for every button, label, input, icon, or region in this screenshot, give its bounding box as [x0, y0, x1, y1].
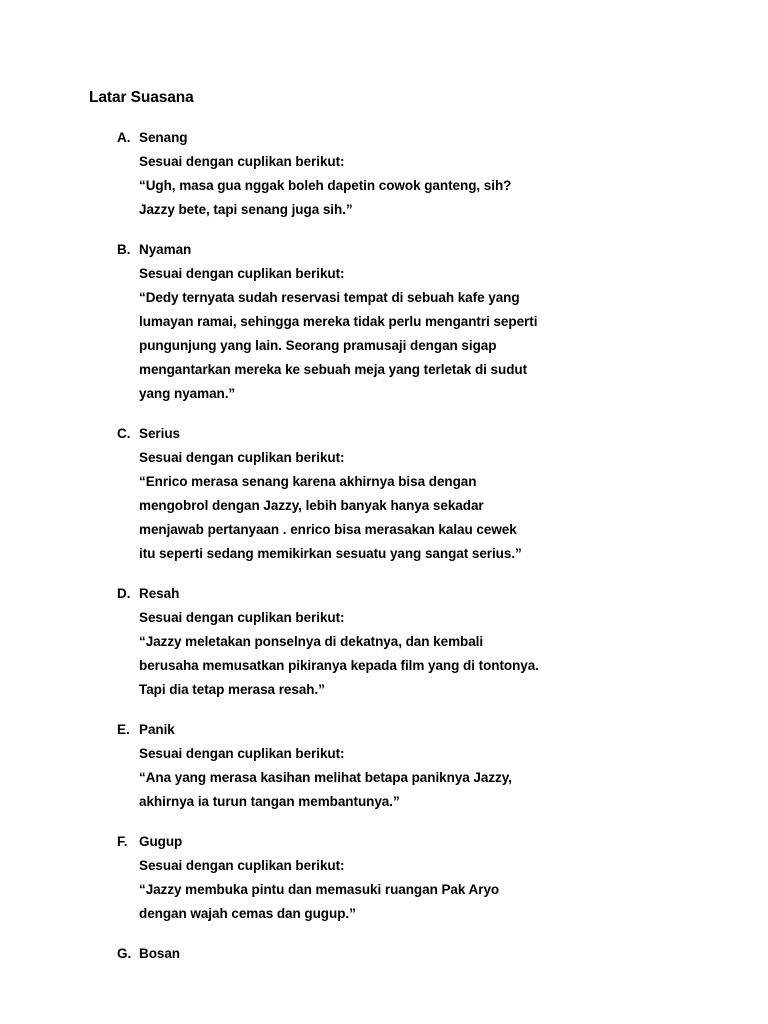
- section-quote: [139, 174, 677, 222]
- section-lead-in: Sesuai dengan cuplikan berikut:: [139, 154, 345, 169]
- quote-line: dengan wajah cemas dan gugup.”: [139, 906, 356, 921]
- section: [0, 126, 768, 222]
- section-label: Resah: [139, 586, 180, 601]
- section-quote: [139, 470, 677, 566]
- quote-line: mengantarkan mereka ke sebuah meja yang terletak di sudut: [139, 362, 528, 377]
- section-heading: [0, 422, 768, 446]
- quote-line: “Ugh, masa gua nggak boleh dapetin cowok ganteng, sih?: [139, 178, 512, 193]
- section-body: [0, 854, 768, 926]
- section: [0, 238, 768, 406]
- section-letter: A.: [117, 130, 131, 145]
- section-body: [0, 150, 768, 222]
- quote-line: Jazzy bete, tapi senang juga sih.”: [139, 202, 353, 217]
- section: [0, 830, 768, 926]
- quote-line: Tapi dia tetap merasa resah.”: [139, 682, 325, 697]
- section-body: [0, 742, 768, 814]
- section: [0, 582, 768, 702]
- section-lead-in: Sesuai dengan cuplikan berikut:: [139, 266, 345, 281]
- section-letter: G.: [117, 946, 132, 961]
- quote-line: menjawab pertanyaan . enrico bisa merasakan kalau cewek: [139, 522, 517, 537]
- section-body: [0, 446, 768, 566]
- section-label: Panik: [139, 722, 175, 737]
- section-label: Nyaman: [139, 242, 192, 257]
- section-quote: [139, 286, 677, 406]
- section-letter: C.: [117, 426, 131, 441]
- quote-line: “Ana yang merasa kasihan melihat betapa paniknya Jazzy,: [139, 770, 512, 785]
- quote-line: pungunjung yang lain. Seorang pramusaji dengan sigap: [139, 338, 497, 353]
- section-quote: [139, 630, 677, 702]
- section: [0, 718, 768, 814]
- section: [0, 422, 768, 566]
- quote-line: lumayan ramai, sehingga mereka tidak perlu mengantri seperti: [139, 314, 538, 329]
- quote-line: “Jazzy meletakan ponselnya di dekatnya, dan kembali: [139, 634, 484, 649]
- section-label: Serius: [139, 426, 180, 441]
- section-label: Senang: [139, 130, 188, 145]
- quote-line: “Jazzy membuka pintu dan memasuki ruangan Pak Aryo: [139, 882, 500, 897]
- section-label: Gugup: [139, 834, 183, 849]
- section-heading: [0, 942, 768, 966]
- section: [0, 942, 768, 966]
- section-body: [0, 262, 768, 406]
- section-lead-in: Sesuai dengan cuplikan berikut:: [139, 746, 345, 761]
- quote-line: mengobrol dengan Jazzy, lebih banyak hanya sekadar: [139, 498, 484, 513]
- quote-line: akhirnya ia turun tangan membantunya.”: [139, 794, 400, 809]
- section-heading: [0, 238, 768, 262]
- section-heading: [0, 582, 768, 606]
- quote-line: “Dedy ternyata sudah reservasi tempat di sebuah kafe yang: [139, 290, 520, 305]
- section-letter: B.: [117, 242, 131, 257]
- section-quote: [139, 878, 677, 926]
- section-list: [0, 126, 768, 982]
- section-lead-in: Sesuai dengan cuplikan berikut:: [139, 610, 345, 625]
- quote-line: “Enrico merasa senang karena akhirnya bisa dengan: [139, 474, 477, 489]
- section-heading: [0, 126, 768, 150]
- page-title: Latar Suasana: [89, 89, 194, 106]
- section-letter: D.: [117, 586, 131, 601]
- section-letter: E.: [117, 722, 130, 737]
- section-heading: [0, 830, 768, 854]
- section-heading: [0, 718, 768, 742]
- quote-line: itu seperti sedang memikirkan sesuatu yang sangat serius.”: [139, 546, 522, 561]
- section-body: [0, 606, 768, 702]
- section-lead-in: Sesuai dengan cuplikan berikut:: [139, 450, 345, 465]
- quote-line: berusaha memusatkan pikiranya kepada film yang di tontonya.: [139, 658, 539, 673]
- section-letter: F.: [117, 834, 128, 849]
- section-lead-in: Sesuai dengan cuplikan berikut:: [139, 858, 345, 873]
- section-label: Bosan: [139, 946, 181, 961]
- quote-line: yang nyaman.”: [139, 386, 236, 401]
- section-quote: [139, 766, 677, 814]
